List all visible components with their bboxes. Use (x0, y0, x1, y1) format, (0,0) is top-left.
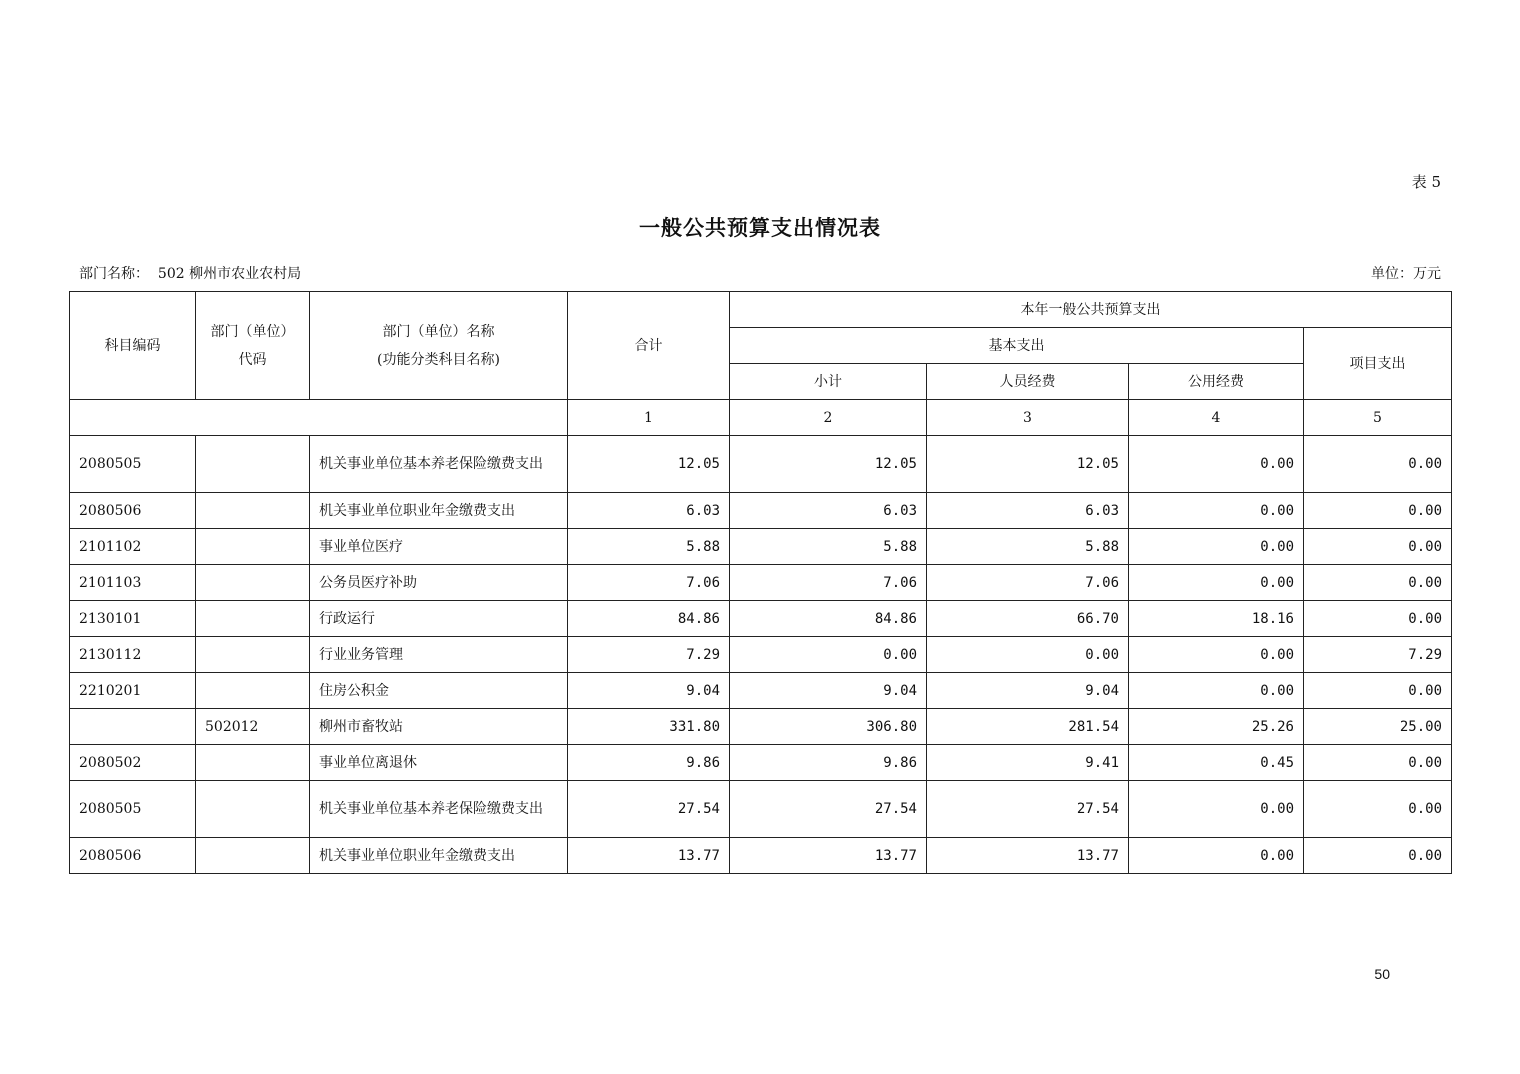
cell-subject-code: 2210201 (70, 673, 196, 709)
cell-project: 0.00 (1304, 529, 1452, 565)
cell-subject-code: 2080506 (70, 493, 196, 529)
header-dept-code (196, 292, 310, 400)
table-row (70, 529, 1452, 565)
department-label: 部门名称： (79, 266, 149, 282)
table-row (70, 637, 1452, 673)
cell-name: 机关事业单位基本养老保险缴费支出 (310, 781, 568, 838)
cell-subject-code: 2130101 (70, 601, 196, 637)
header-dept-name-line2: (功能分类科目名称) (377, 351, 500, 368)
cell-dept-code (196, 529, 310, 565)
cell-subtotal: 7.06 (730, 565, 927, 601)
cell-name: 柳州市畜牧站 (310, 709, 568, 745)
header-public: 公用经费 (1129, 364, 1304, 400)
cell-total: 27.54 (568, 781, 730, 838)
cell-public: 0.00 (1129, 436, 1304, 493)
cell-dept-code (196, 565, 310, 601)
cell-subtotal: 9.86 (730, 745, 927, 781)
cell-project: 0.00 (1304, 673, 1452, 709)
cell-project: 0.00 (1304, 436, 1452, 493)
cell-total: 7.29 (568, 637, 730, 673)
cell-total: 12.05 (568, 436, 730, 493)
cell-public: 18.16 (1129, 601, 1304, 637)
cell-subtotal: 9.04 (730, 673, 927, 709)
cell-subject-code: 2130112 (70, 637, 196, 673)
header-dept-code-line2: 代码 (238, 351, 267, 368)
cell-subject-code: 2101103 (70, 565, 196, 601)
cell-project: 0.00 (1304, 565, 1452, 601)
cell-dept-code (196, 601, 310, 637)
table-row (70, 673, 1452, 709)
cell-personnel: 66.70 (927, 601, 1129, 637)
header-dept-name-line1: 部门（单位）名称 (382, 323, 495, 340)
cell-public: 0.00 (1129, 838, 1304, 874)
table-row (70, 565, 1452, 601)
cell-dept-code (196, 637, 310, 673)
cell-project: 7.29 (1304, 637, 1452, 673)
cell-dept-code (196, 436, 310, 493)
cell-public: 0.00 (1129, 529, 1304, 565)
cell-dept-code (196, 781, 310, 838)
cell-personnel: 5.88 (927, 529, 1129, 565)
cell-subtotal: 306.80 (730, 709, 927, 745)
cell-subject-code: 2080506 (70, 838, 196, 874)
cell-project: 0.00 (1304, 601, 1452, 637)
cell-personnel: 6.03 (927, 493, 1129, 529)
cell-public: 0.00 (1129, 781, 1304, 838)
page-title: 一般公共预算支出情况表 (639, 215, 881, 240)
cell-public: 0.00 (1129, 637, 1304, 673)
header-annual-group: 本年一般公共预算支出 (730, 292, 1452, 328)
table-row (70, 601, 1452, 637)
cell-subject-code: 2080505 (70, 436, 196, 493)
cell-public: 25.26 (1129, 709, 1304, 745)
department-value: 502 柳州市农业农村局 (157, 266, 302, 282)
cell-subject-code: 2080505 (70, 781, 196, 838)
header-index-3: 3 (927, 400, 1129, 436)
header-dept-code-line1: 部门（单位） (210, 323, 295, 340)
header-index-blank (70, 400, 568, 436)
cell-subtotal: 6.03 (730, 493, 927, 529)
unit-label: 单位：万元 (1371, 266, 1441, 282)
header-subtotal: 小计 (730, 364, 927, 400)
cell-total: 7.06 (568, 565, 730, 601)
cell-total: 331.80 (568, 709, 730, 745)
table-row (70, 493, 1452, 529)
cell-personnel: 9.41 (927, 745, 1129, 781)
cell-name: 行业业务管理 (310, 637, 568, 673)
cell-total: 9.86 (568, 745, 730, 781)
cell-subtotal: 0.00 (730, 637, 927, 673)
header-subject-code: 科目编码 (70, 292, 196, 400)
cell-total: 5.88 (568, 529, 730, 565)
cell-personnel: 281.54 (927, 709, 1129, 745)
cell-public: 0.00 (1129, 493, 1304, 529)
cell-total: 84.86 (568, 601, 730, 637)
cell-total: 9.04 (568, 673, 730, 709)
table-row (70, 781, 1452, 838)
cell-project: 0.00 (1304, 838, 1452, 874)
header-index-2: 2 (730, 400, 927, 436)
cell-personnel: 27.54 (927, 781, 1129, 838)
header-personnel: 人员经费 (927, 364, 1129, 400)
table-row (70, 745, 1452, 781)
cell-personnel: 13.77 (927, 838, 1129, 874)
cell-project: 0.00 (1304, 745, 1452, 781)
cell-name: 事业单位离退休 (310, 745, 568, 781)
header-project: 项目支出 (1304, 328, 1452, 400)
cell-dept-code (196, 838, 310, 874)
cell-name: 机关事业单位职业年金缴费支出 (310, 838, 568, 874)
page-number: 50 (1374, 966, 1390, 982)
header-index-1: 1 (568, 400, 730, 436)
cell-total: 13.77 (568, 838, 730, 874)
table-row (70, 436, 1452, 493)
table-body (70, 436, 1452, 874)
table-row (70, 838, 1452, 874)
cell-public: 0.00 (1129, 673, 1304, 709)
cell-subtotal: 13.77 (730, 838, 927, 874)
department-line (79, 263, 301, 283)
header-index-5: 5 (1304, 400, 1452, 436)
cell-project: 0.00 (1304, 493, 1452, 529)
cell-project: 0.00 (1304, 781, 1452, 838)
cell-name: 机关事业单位基本养老保险缴费支出 (310, 436, 568, 493)
cell-subject-code (70, 709, 196, 745)
header-basic-group: 基本支出 (730, 328, 1304, 364)
table-row (70, 709, 1452, 745)
cell-subtotal: 84.86 (730, 601, 927, 637)
cell-dept-code (196, 493, 310, 529)
cell-personnel: 0.00 (927, 637, 1129, 673)
cell-subtotal: 12.05 (730, 436, 927, 493)
cell-public: 0.00 (1129, 565, 1304, 601)
cell-subject-code: 2101102 (70, 529, 196, 565)
cell-name: 事业单位医疗 (310, 529, 568, 565)
cell-name: 住房公积金 (310, 673, 568, 709)
cell-personnel: 7.06 (927, 565, 1129, 601)
cell-subject-code: 2080502 (70, 745, 196, 781)
header-index-4: 4 (1129, 400, 1304, 436)
table-header (70, 292, 1452, 436)
cell-subtotal: 5.88 (730, 529, 927, 565)
header-dept-name (310, 292, 568, 400)
cell-name: 机关事业单位职业年金缴费支出 (310, 493, 568, 529)
cell-name: 行政运行 (310, 601, 568, 637)
cell-personnel: 12.05 (927, 436, 1129, 493)
budget-table (69, 291, 1452, 874)
cell-dept-code: 502012 (196, 709, 310, 745)
cell-dept-code (196, 673, 310, 709)
cell-name: 公务员医疗补助 (310, 565, 568, 601)
cell-dept-code (196, 745, 310, 781)
cell-personnel: 9.04 (927, 673, 1129, 709)
cell-total: 6.03 (568, 493, 730, 529)
cell-public: 0.45 (1129, 745, 1304, 781)
table-number: 表 5 (1411, 173, 1441, 191)
cell-project: 25.00 (1304, 709, 1452, 745)
cell-subtotal: 27.54 (730, 781, 927, 838)
header-total: 合计 (568, 292, 730, 400)
